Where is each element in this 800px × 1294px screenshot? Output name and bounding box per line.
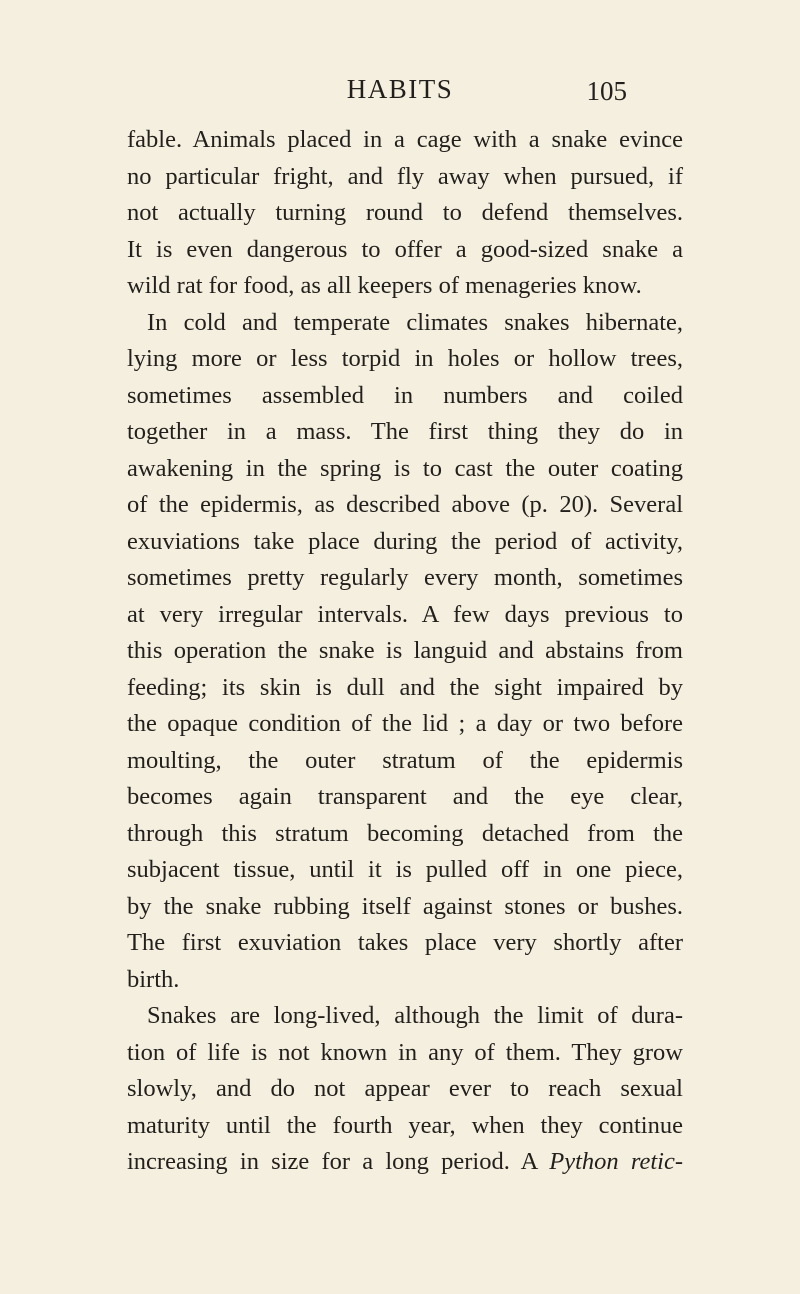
text-line: The first exuviation takes place very shortly after bbox=[127, 929, 683, 956]
text-line: moulting, the outer stratum of the epidermis bbox=[127, 746, 683, 774]
text-line: In cold and temperate climates snakes hibernate, bbox=[147, 308, 683, 336]
text-line: through this stratum becoming detached from the bbox=[127, 819, 683, 847]
text-line: exuviations take place during the period of activity, bbox=[127, 527, 683, 555]
text-line: no particular fright, and fly away when pursued, if bbox=[127, 162, 683, 190]
text-line: becomes again transparent and the eye clear, bbox=[127, 783, 683, 810]
running-title: HABITS bbox=[346, 74, 454, 104]
text-line: fable. Animals placed in a cage with a snake evince bbox=[127, 126, 683, 153]
page-number: 105 bbox=[586, 76, 627, 106]
text-line: wild rat for food, as all keepers of menageries know. bbox=[127, 272, 642, 299]
text-line: subjacent tissue, until it is pulled off in one piece, bbox=[127, 856, 683, 883]
running-head bbox=[0, 72, 800, 108]
text-line: Snakes are long-lived, although the limit of dura- bbox=[147, 1002, 683, 1029]
text-line: maturity until the fourth year, when they continue bbox=[127, 1111, 683, 1139]
text-line-final-roman: increasing in size for a long period. A bbox=[127, 1148, 550, 1175]
text-line: the opaque condition of the lid ; a day or two before bbox=[127, 710, 683, 737]
text-line: It is even dangerous to offer a good-sized snake a bbox=[127, 235, 683, 263]
text-line: of the epidermis, as described above (p. 20). Several bbox=[127, 491, 683, 518]
body-text bbox=[127, 122, 683, 1181]
text-line: not actually turning round to defend themselves. bbox=[127, 199, 683, 226]
text-line: together in a mass. The first thing they do in bbox=[127, 418, 683, 445]
text-line-final bbox=[127, 1144, 683, 1181]
text-line: sometimes pretty regularly every month, sometimes bbox=[127, 564, 683, 591]
text-line: at very irregular intervals. A few days previous to bbox=[127, 600, 683, 628]
text-line: tion of life is not known in any of them. They grow bbox=[127, 1038, 683, 1066]
text-line: birth. bbox=[127, 965, 180, 993]
text-line: lying more or less torpid in holes or hollow trees, bbox=[127, 345, 683, 372]
species-name-italic: Python retic- bbox=[549, 1148, 684, 1175]
text-line: by the snake rubbing itself against stones or bushes. bbox=[127, 892, 683, 920]
text-line: slowly, and do not appear ever to reach sexual bbox=[127, 1075, 683, 1102]
text-line: feeding; its skin is dull and the sight impaired by bbox=[127, 673, 683, 701]
text-line: this operation the snake is languid and abstains from bbox=[127, 637, 683, 664]
text-line: sometimes assembled in numbers and coiled bbox=[127, 381, 683, 409]
text-line: awakening in the spring is to cast the outer coating bbox=[127, 454, 683, 482]
